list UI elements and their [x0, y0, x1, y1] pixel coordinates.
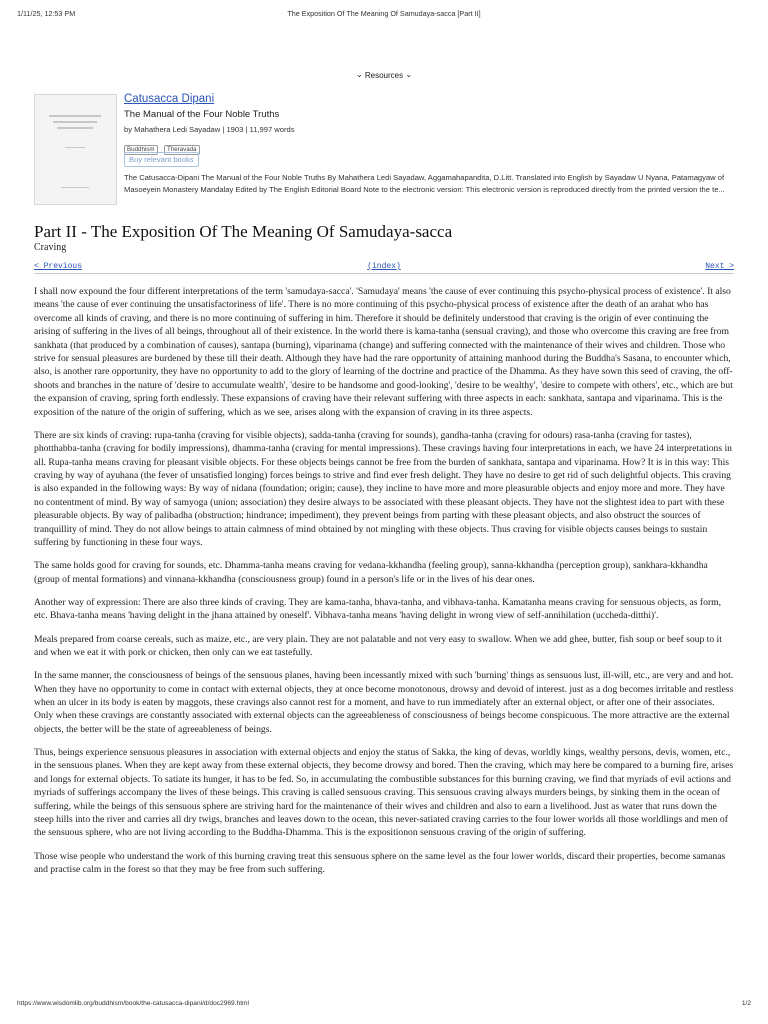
tag-theravada[interactable]: Theravada	[164, 145, 200, 155]
article-body	[34, 285, 734, 886]
paragraph: In the same manner, the consciousness of beings of the sensuous planes, having been incessantly mixed with such 'burning' things as sensuous lust, ill-will, etc., are very and and hot. When they have no opportunity to come in contact with external objects, they at once become monotonous, drowsy and devoid of interest. just as a dog becomes irritable and restless when an ulcer in its body is eaten by maggots, these cravings also cannot rest for a moment, and have to run immediately after an external object, or after one of their associates. Only when these cravings are constantly associated with external objects can the agreeableness of consciousness of beings become conspicuous. The more attractive are the external objects, the better will be the state of agreeableness of beings.	[34, 670, 734, 735]
page-subtitle: Craving	[34, 242, 67, 253]
print-url: https://www.wisdomlib.org/buddhism/book/the-catusacca-dipani/d/doc2969.html	[17, 1000, 250, 1007]
resources-menu[interactable]	[0, 71, 768, 80]
paragraph: Another way of expression: There are also three kinds of craving. They are kama-tanha, bhava-tanha, and vibhava-tanha. Kamatanha means craving for sensuous objects, as form, etc. Bhava-tanha means 'having delight in the jhana attained by oneself'. Vibhava-tanha means 'having delight in wrong view of self-annihilation (uccheda-ditthi)'.	[34, 596, 722, 622]
paragraph: Those wise people who understand the work of this burning craving treat this sensuous sphere on the same level as the four lower worlds, discard their properties, become samanas and practise calm in the forest so that they may be free from such suffering.	[34, 850, 726, 876]
book-description: The Catusacca-Dipani The Manual of the Four Noble Truths By Mahathera Ledi Sayadaw, Aggamahapandita, D.Litt. Translated into English by Sayadaw U Nyana, Patamagyaw of Masoeyein Monastery Mandalay Edited by The English Editorial Board Note to the electronic version: This electronic version is reproduced directly from the printed version the te...	[124, 173, 725, 194]
buy-books-button[interactable]: Buy relevant books	[124, 152, 199, 167]
book-cover-image[interactable]	[34, 94, 117, 205]
paragraph: I shall now expound the four different interpretations of the term 'samudaya-sacca'. 'Samudaya' means 'the cause of ever continuing this psycho-physical process of existence'. It also means 'the cause of ever continuing the unsatisfactoriness of life'. There is no more continuing of this psycho-physical process of existence after the death of an arahat who has overcome all kinds of craving, and there is no more continuing of suffering in him. Therefore it should be definitely understood that craving is the origin of ever continuing the arising of suffering in the lives of all beings, throughout all of their existence. In the world there is kama-tanha (sensual craving), and those who overcome this craving are free from sankhata (that produced by a combination of causes), santapa (burning), viparinama (change) and suffering connected with the maintenance of their wives and children. Those who strive for sensual pleasures are burdened by these till their death. Although they have had the rare opportunity of attaining manhood during the Buddha's Sasana, to encounter which, also, is another rare opportunity, they have no opportunity to add to the glory of learning of the doctrine and practice of the Dhamma. As they have sown this seed of craving, the off-shoots and branches in the nature of 'desire to accumulate wealth', 'desire to be handsome and good-looking', 'desire to be wealthy', 'desire to compete with others', etc., which are but the expansion of craving, spring forth endlessly. These expansions of craving have their relevant suffering with three aspects in each: sankhata, santapa and viparinama. This is the exposition of the nature of the origin of suffering, which as we see, arises along with the expansion of craving in its three aspects.	[34, 286, 733, 418]
book-card	[34, 92, 734, 212]
paragraph: The same holds good for craving for sounds, etc. Dhamma-tanha means craving for vedana-kkhandha (feeling group), sanna-kkhandha (perception group), sankhara-kkhandha (group of mental formations) and vinnana-kkhandha (consciousness group) found in a person's life or in the lives of his dear ones.	[34, 560, 708, 585]
tag-buddhism[interactable]: Buddhism	[124, 145, 158, 155]
book-subtitle: The Manual of the Four Noble Truths	[124, 109, 280, 120]
print-page-number: 1/2	[741, 1000, 751, 1007]
next-link[interactable]: Next >	[705, 262, 734, 271]
chevron-down-icon: ⌄	[405, 70, 413, 79]
page-title: Part II - The Exposition Of The Meaning Of Samudaya-sacca	[34, 222, 453, 241]
print-header	[17, 9, 751, 21]
paragraph: Meals prepared from coarse cereals, such as maize, etc., are very plain. They are not palatable and not very easy to swallow. When we add ghee, butter, fish soup or beef soup to it and when we eat it with pork or chicken, then only can we eat tastefully.	[34, 633, 722, 658]
page-navigation	[34, 260, 734, 274]
paragraph: There are six kinds of craving: rupa-tanha (craving for visible objects), sadda-tanha (craving for sounds), gandha-tanha (craving for odours) rasa-tanha (craving for tastes), photthabba-tanha (craving for bodily impressions), dhamma-tanha (craving for mental impressions). These cravings having four interpretations in each, we have 24 interpretations in all. Rupa-tanha means craving for pleasant visible objects. For these objects beings cannot be free from the burden of sankhata, santapa and viparinama. How? It is in this way: This craving by way of ayuhana (the fever of unsatisfied longing) forces beings to strive and find ever fresh delight. They have no desire to get rid of such delightful objects. This craving is also expanded in the following ways: By way of nidana (foundation; origin; cause), they incline to have more and more pleasurable objects and enjoy more and more. They have no contentment of mind. By way of samyoga (union; association) they desire always to be associated with these pleasant objects. They have not the slightest idea to part with these pleasurable objects. By way of palibadha (obstruction; hindrance; impediment), they prevent beings from parting with these pleasant objects, and also obstruct the sources of tranquillity of mind. They do not allow beings to attain calmness of mind obtained by not mingling with these objects. Thus craving for visible objects causes beings to sustain suffering by functioning in these four ways.	[34, 429, 732, 549]
print-doc-title: The Exposition Of The Meaning Of Samudaya-sacca [Part II]	[287, 9, 481, 18]
resources-label: Resources	[364, 71, 404, 80]
index-link[interactable]: (index)	[367, 262, 401, 271]
book-title-link[interactable]: Catusacca Dipani	[124, 93, 215, 105]
divider	[34, 273, 734, 274]
paragraph: Thus, beings experience sensuous pleasures in association with external objects and enjoy the status of Sakka, the king of devas, worldly kings, wealthy persons, devis, women, etc., in the sensuous planes. When they are kept away from these external objects, they become drowsy and bored. Then the craving, which may here be compared to a burning fire, arises and longs for external objects. To satiate its hunger, it has to be fed. So, in accumulating the combustible substances for this burning craving, we find that myriads of evil actions and myriads of sufferings accompany the lives of these beings. This craving is called sensuous craving. This sensuous craving always murders beings, by sinking them in the ocean of suffering, while the beings of this sensuous sphere are striving hard for the maintenance of their wives and children and also to earn a livelihood. Just as water that runs down the steep hills into the river and carries all dry twigs, branches and leaves down to the ocean, this never-satiated craving carries to the four lower worlds all those worldlings and men of the sensuous sphere, who are not living according to the Buddha-Dhamma. This is the expositionon sensuous craving of the origin of suffering.	[34, 746, 734, 839]
previous-link[interactable]: < Previous	[34, 262, 83, 271]
print-footer	[17, 1000, 751, 1010]
book-tags	[124, 138, 734, 153]
book-info	[124, 92, 734, 196]
chevron-down-icon: ⌄	[355, 70, 363, 79]
book-meta: by Mahathera Ledi Sayadaw | 1903 | 11,997 words	[124, 125, 295, 134]
print-datetime: 1/11/25, 12:53 PM	[17, 9, 76, 18]
